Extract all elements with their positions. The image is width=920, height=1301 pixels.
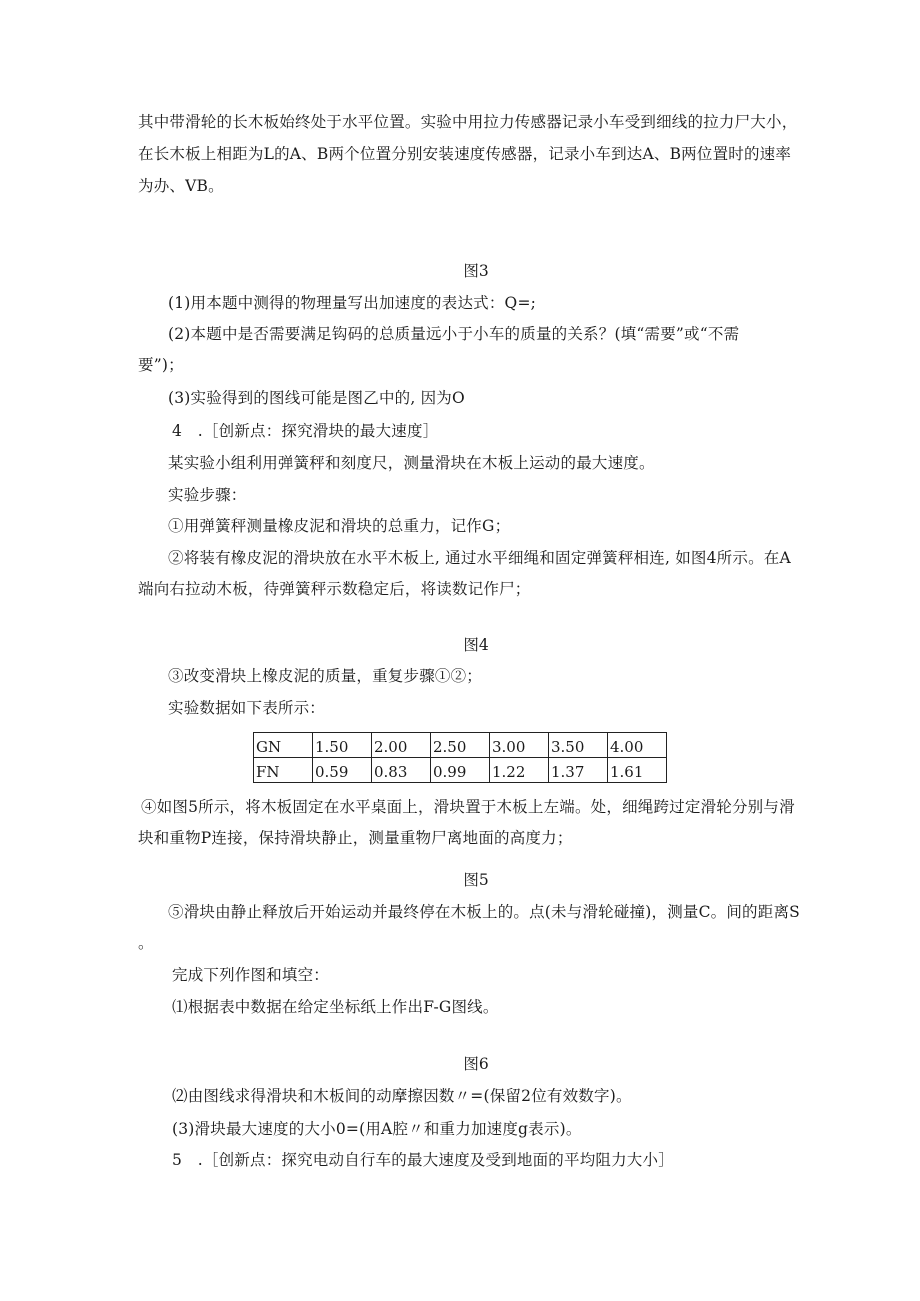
figure-5-caption: 图5 (463, 871, 489, 889)
step-2-line-2: 端向右拉动木板，待弹簧秤示数稳定后，将读数记作尸； (138, 580, 531, 598)
step-2-line-1: ②将装有橡皮泥的滑块放在水平木板上, 通过水平细绳和固定弹簧秤相连, 如图4所示。在A (168, 549, 791, 567)
figure-3-caption: 图3 (463, 262, 489, 280)
steps-label: 实验步骤： (168, 486, 247, 504)
data-table (253, 732, 667, 783)
question-1: (1)用本题中测得的物理量写出加速度的表达式：Q=; (168, 294, 537, 312)
table-cell: 4.00 (608, 733, 667, 758)
problem-4-intro: 某实验小组利用弹簧秤和刻度尺，测量滑块在木板上运动的最大速度。 (168, 454, 655, 472)
table-cell: 1.61 (608, 758, 667, 783)
table-cell: 0.59 (313, 758, 372, 783)
table-cell: 3.50 (549, 733, 608, 758)
step-5-line-1: ⑤滑块由静止释放后开始运动并最终停在木板上的。点(未与滑轮碰撞)，测量C。间的距离S (168, 903, 800, 921)
question-2-line-1: (2)本题中是否需要满足钩码的总质量远小于小车的质量的关系？(填“需要”或“不需 (168, 325, 740, 343)
figure-4-caption: 图4 (463, 636, 489, 654)
table-cell: 0.99 (431, 758, 490, 783)
sub-question-1: ⑴根据表中数据在给定坐标纸上作出F-G图线。 (172, 998, 499, 1016)
question-2-line-2: 要”)； (138, 356, 184, 374)
step-4-line-1: ④如图5所示，将木板固定在水平桌面上，滑块置于木板上左端。处，细绳跨过定滑轮分别与滑 (141, 798, 795, 816)
sub-question-3: (3)滑块最大速度的大小0=(用A腔〃和重力加速度g表示)。 (172, 1120, 582, 1138)
figure-6-caption: 图6 (463, 1055, 489, 1073)
table-row-label: GN (254, 733, 313, 758)
problem-5-title: 5 .［创新点：探究电动自行车的最大速度及受到地面的平均阻力大小］ (172, 1151, 674, 1169)
table-cell: 1.50 (313, 733, 372, 758)
sub-question-2: ⑵由图线求得滑块和木板间的动摩擦因数〃=(保留2位有效数字)。 (172, 1087, 632, 1105)
table-cell: 2.00 (372, 733, 431, 758)
intro-line-3: 为办、VB。 (138, 177, 224, 195)
question-3: (3)实验得到的图线可能是图乙中的, 因为O (168, 389, 465, 407)
table-cell: 1.22 (490, 758, 549, 783)
table-cell: 2.50 (431, 733, 490, 758)
step-5-line-2: 。 (138, 934, 154, 952)
step-4-line-2: 块和重物P连接，保持滑块静止，测量重物尸离地面的高度力； (138, 829, 573, 847)
table-cell: 3.00 (490, 733, 549, 758)
intro-line-2: 在长木板上相距为L的A、B两个位置分别安装速度传感器，记录小车到达A、B两位置时的速率 (138, 145, 792, 163)
table-cell: 1.37 (549, 758, 608, 783)
table-row-g (254, 733, 667, 758)
table-label: 实验数据如下表所示： (168, 699, 326, 717)
intro-line-1: 其中带滑轮的长木板始终处于水平位置。实验中用拉力传感器记录小车受到细线的拉力尸大小， (138, 113, 798, 131)
table-cell: 0.83 (372, 758, 431, 783)
problem-4-title: 4 .［创新点：探究滑块的最大速度］ (172, 422, 439, 440)
step-3: ③改变滑块上橡皮泥的质量，重复步骤①②； (168, 667, 483, 685)
complete-label: 完成下列作图和填空： (172, 966, 330, 984)
table-row-f (254, 758, 667, 783)
step-1: ①用弹簧秤测量橡皮泥和滑块的总重力，记作G； (168, 517, 511, 535)
table-row-label: FN (254, 758, 313, 783)
